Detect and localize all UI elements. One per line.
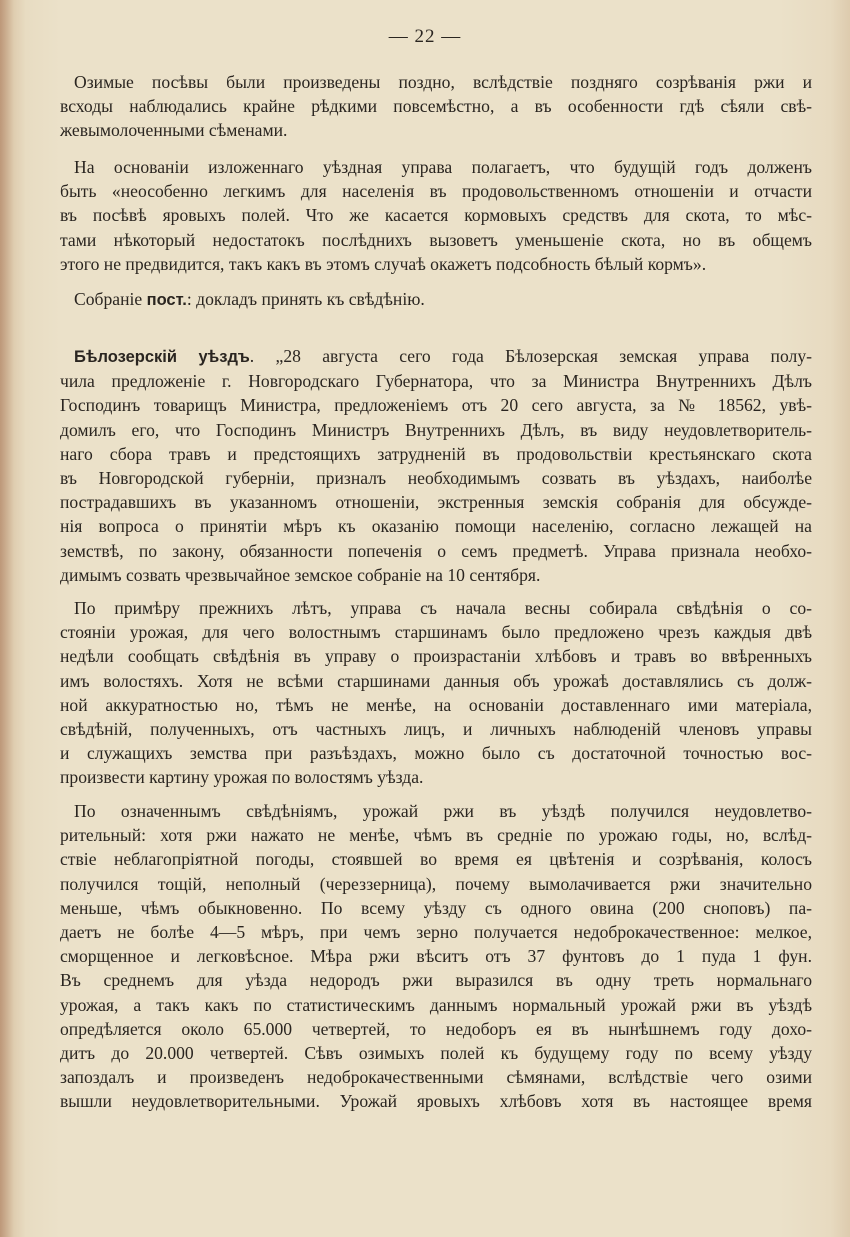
resolution-text: : докладъ принять къ свѣдѣнію. [186, 289, 425, 309]
text-line [60, 344, 812, 369]
text-line: опредѣляется около 65.000 четвертей, то недоборъ ея въ нынѣшнемъ году дохо- [60, 1018, 812, 1039]
text-line: Въ среднемъ для уѣзда недородъ ржи выразился въ одну треть нормальнаго [60, 970, 812, 991]
text-line: получился тощій, неполный (череззерница), почему вымолачивается ржи значительно [60, 873, 812, 894]
paragraph-5 [60, 596, 812, 790]
text-line: дитъ до 20.000 четвертей. Сѣвъ озимыхъ полей къ будущему году по всему уѣзду [60, 1043, 812, 1064]
text-line: Озимые посѣвы были произведены поздно, вслѣдствіе поздняго созрѣванія ржи и [74, 72, 812, 92]
text-line: и служащихъ земства при разъѣздахъ, можно было съ достаточной точностью вос- [60, 743, 812, 764]
text-line: тами нѣкоторый недостатокъ послѣднихъ вызоветъ уменьшеніе скота, но въ общемъ [60, 229, 812, 250]
text-line: урожая, а такъ какъ по статистическимъ даннымъ нормальный урожай ржи въ уѣздѣ [60, 994, 812, 1015]
paragraph-1 [60, 70, 812, 143]
text-line: ной аккуратностью но, тѣмъ не менѣе, на основаніи доставленнаго ими матеріала, [60, 694, 812, 715]
text-line: рительный: хотя ржи нажато не менѣе, чѣмъ въ средніе по урожаю годы, но, вслѣд- [60, 825, 812, 846]
text-line: димымъ созвать чрезвычайное земское собраніе на 10 сентября. [60, 564, 541, 585]
paragraph-6 [60, 799, 812, 1114]
text-line: вышли неудовлетворительными. Урожай яровыхъ хлѣбовъ хотя въ настоящее время [60, 1091, 812, 1112]
text-line: въ Новгородской губерніи, призналъ необходимымъ созвать въ уѣздахъ, наиболѣе [60, 468, 812, 489]
text-line: стояніи урожая, для чего волостнымъ старшинамъ было предложено чрезъ каждыя двѣ [60, 622, 812, 643]
text-line: Господинъ товарищъ Министра, предложеніемъ отъ 20 сего августа, за № 18562, увѣ- [60, 395, 812, 416]
text-line: чила предложеніе г. Новгородскаго Губернатора, что за Министра Внутреннихъ Дѣлъ [60, 371, 812, 392]
text-line: свѣдѣній, полученныхъ, отъ частныхъ лицъ, и личныхъ наблюденій членовъ управы [60, 719, 812, 740]
paragraph-3 [60, 287, 812, 312]
text-line [60, 287, 812, 312]
resolution-prefix: Собраніе [74, 289, 147, 309]
text-line: На основаніи изложеннаго уѣздная управа полагаетъ, что будущій годъ долженъ [74, 157, 812, 177]
text-line: жевымолоченными сѣменами. [60, 120, 288, 141]
text-line: ствіе неблагопріятной погоды, стоявшей во время ея цвѣтенія и созрѣванія, колосъ [60, 849, 812, 870]
text-line: меньше, чѣмъ обыкновенно. По всему уѣзду съ одного овина (200 сноповъ) па- [60, 897, 812, 918]
section-heading-belozersky: Бѣлозерскій уѣздъ [74, 348, 250, 366]
text-line: даетъ не болѣе 4—5 мѣръ, при чемъ зерно получается недоброкачественное: мелкое, [60, 922, 812, 943]
page-number: — 22 — [388, 26, 462, 47]
text-line: быть «неособенно легкимъ для населенія въ продовольственномъ отношеніи и отчасти [60, 181, 812, 202]
text-line: наго сбора травъ и предстоящихъ затрудненій въ продовольствіи крестьянскаго скота [60, 443, 812, 464]
text-line: пострадавшихъ въ указанномъ отношеніи, экстренныя земскія собранія для обсужде- [60, 492, 812, 513]
paragraph-2 [60, 155, 812, 276]
text-line: всходы наблюдались крайне рѣдкими повсемѣстно, а въ особенности гдѣ сѣяли свѣ- [60, 96, 812, 117]
text-line: По примѣру прежнихъ лѣтъ, управа съ начала весны собирала свѣдѣнія о со- [74, 598, 812, 618]
text-line: произвести картину урожая по волостямъ уѣзда. [60, 767, 424, 788]
paragraph-4 [60, 344, 812, 587]
text-line: запоздалъ и произведенъ недоброкачественными сѣмянами, вслѣдствіе чего озими [60, 1067, 812, 1088]
section-heading-rest: . „28 августа сего года Бѣлозерская земская управа полу- [249, 346, 812, 366]
text-line: недѣли сообщать свѣдѣнія въ управу о произрастаніи хлѣбовъ и травъ во ввѣренныхъ [60, 646, 812, 667]
text-line: сморщенное и легковѣсное. Мѣра ржи вѣситъ отъ 37 фунтовъ до 1 пуда 1 фун. [60, 946, 812, 967]
text-line: По означеннымъ свѣдѣніямъ, урожай ржи въ уѣздѣ получился неудовлетво- [74, 801, 812, 821]
text-line: этого не предвидится, такъ какъ въ этомъ случаѣ окажетъ подсобность бѣлый кормъ». [60, 253, 707, 274]
text-line: въ посѣвѣ яровыхъ полей. Что же касается кормовыхъ средствъ для скота, то мѣс- [60, 205, 812, 226]
resolution-keyword: пост. [146, 291, 187, 309]
text-line: нія вопроса о принятіи мѣръ къ оказанію помощи населенію, согласно лежащей на [60, 516, 812, 537]
text-line: земствѣ, по закону, обязанности попеченія о семъ предметѣ. Управа признала необхо- [60, 540, 812, 561]
text-line: имъ волостяхъ. Хотя не всѣми старшинами данныя объ урожаѣ доставлялись съ долж- [60, 670, 812, 691]
text-line: домилъ его, что Господинъ Министръ Внутреннихъ Дѣлъ, въ виду неудовлетворитель- [60, 419, 812, 440]
page-edge-shadow [0, 0, 14, 1237]
